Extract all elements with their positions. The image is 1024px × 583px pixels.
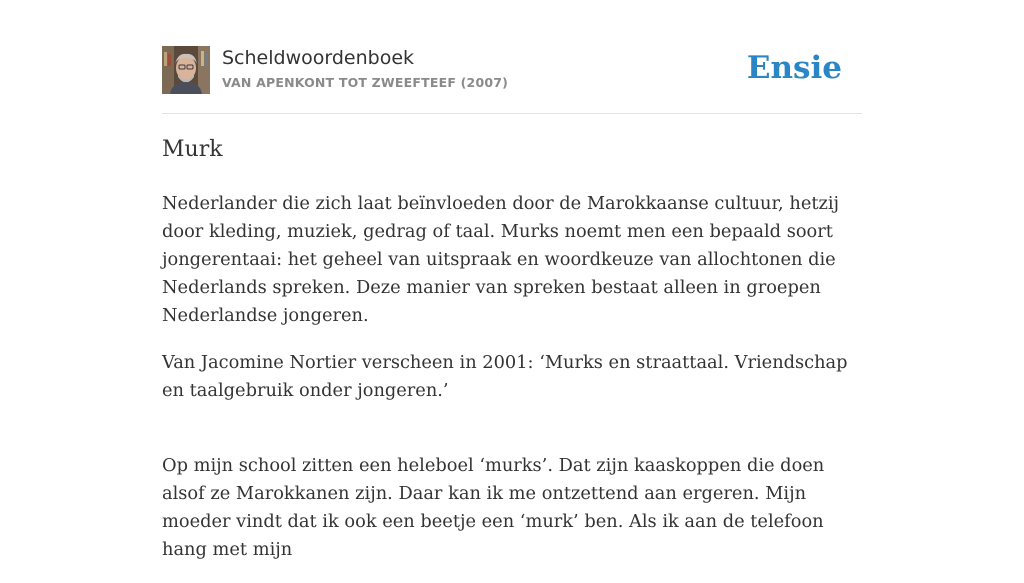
author-portrait-icon (162, 46, 210, 94)
reference-paragraph: Van Jacomine Nortier verscheen in 2001: ‘Murks en straattaal. Vriendschap en taalgebruik onder jongeren.’ (162, 352, 848, 401)
header-divider (162, 113, 862, 114)
source-title[interactable]: Scheldwoordenboek (222, 47, 415, 69)
example-paragraph: Op mijn school zitten een heleboel ‘murks’. Dat zijn kaaskoppen die doen alsof ze Marokkanen zijn. Daar kan ik me ontzettend aan ergeren. Mijn moeder vindt dat ik ook een beetje een ‘murk’ ben. Als ik aan de telefoon hang met mijn (162, 455, 825, 560)
author-avatar[interactable] (162, 46, 210, 94)
source-subtitle: VAN APENKONT TOT ZWEEFTEEF (2007) (222, 75, 509, 90)
source-header (162, 46, 862, 96)
definition-paragraph: Nederlander die zich laat beïnvloeden door de Marokkaanse cultuur, hetzij door kleding, muziek, gedrag of taal. Murks noemt men een bepaald soort jongerentaai: het geheel van uitspraak en woordkeuze van allochtonen die Nederlands spreken. Deze manier van spreken bestaat alleen in groepen Nederlandse jongeren. (162, 193, 840, 326)
entry-term: Murk (162, 137, 223, 162)
ensie-logo-link[interactable]: Ensie (746, 50, 842, 86)
paragraph-spacer (162, 424, 862, 452)
entry-definition (162, 190, 862, 583)
